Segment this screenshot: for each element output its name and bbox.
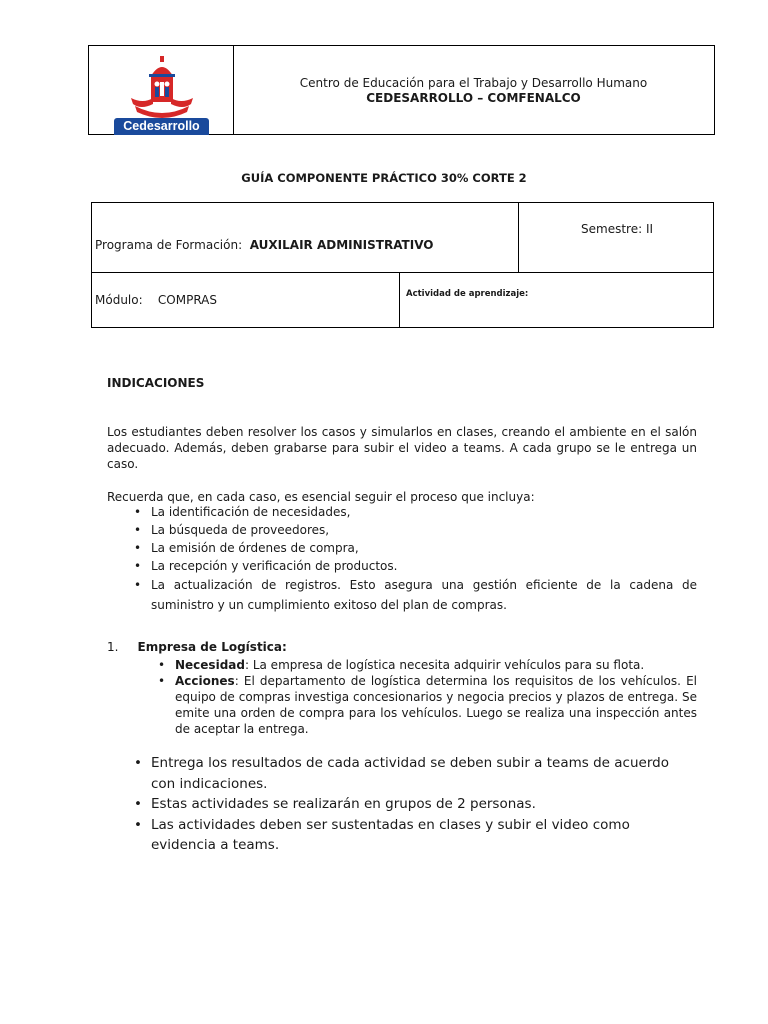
programa-label: Programa de Formación: bbox=[95, 238, 243, 252]
case-title: Empresa de Logística: bbox=[137, 640, 287, 654]
programa-cell bbox=[95, 238, 433, 252]
document-header bbox=[88, 45, 715, 135]
item-text: : La empresa de logística necesita adquirir vehículos para su flota. bbox=[244, 658, 645, 672]
list-item: • La actualización de registros. Esto asegura una gestión eficiente de la cadena de suministro y un cumplimiento exitoso del plan de compras. bbox=[130, 575, 697, 615]
modulo-value: COMPRAS bbox=[157, 293, 217, 307]
list-item: • La búsqueda de proveedores, bbox=[130, 521, 697, 539]
process-steps-list bbox=[130, 503, 697, 615]
logo-wordmark: Cedesarrollo bbox=[114, 118, 209, 135]
case-number: 1. bbox=[107, 640, 119, 654]
item-label: Acciones bbox=[175, 674, 235, 688]
list-item: • Estas actividades se realizarán en grupos de 2 personas. bbox=[130, 794, 697, 815]
case-details-list bbox=[154, 657, 697, 737]
list-item bbox=[154, 657, 697, 673]
logo-cell bbox=[89, 46, 234, 134]
table-divider bbox=[399, 272, 400, 327]
final-notes-list bbox=[130, 753, 697, 856]
table-divider bbox=[92, 272, 713, 273]
cedesarrollo-logo-icon bbox=[129, 54, 195, 118]
programa-value: AUXILAIR ADMINISTRATIVO bbox=[249, 238, 434, 252]
section-heading: INDICACIONES bbox=[107, 376, 205, 390]
list-item: • La emisión de órdenes de compra, bbox=[130, 539, 697, 557]
paragraph: Recuerda que, en cada caso, es esencial seguir el proceso que incluya: bbox=[107, 490, 535, 504]
institution-name bbox=[233, 76, 714, 106]
list-item: • Entrega los resultados de cada actividad se deben subir a teams de acuerdo con indicaciones. bbox=[130, 753, 697, 794]
semestre-cell: Semestre: II bbox=[581, 222, 654, 236]
table-divider bbox=[518, 203, 519, 272]
case-heading bbox=[107, 640, 287, 654]
list-item: • La recepción y verificación de productos. bbox=[130, 557, 697, 575]
list-item: • La identificación de necesidades, bbox=[130, 503, 697, 521]
list-item bbox=[154, 673, 697, 737]
list-item: • Las actividades deben ser sustentadas en clases y subir el video como evidencia a teams. bbox=[130, 815, 697, 856]
modulo-label: Módulo: bbox=[95, 293, 143, 307]
item-text: : El departamento de logística determina los requisitos de los vehículos. El equipo de compras investiga concesionarios y negocia precios y plazos de entrega. Se emite una orden de compra para los vehículos. Luego se realiza una inspección antes de aceptar la entrega. bbox=[175, 674, 697, 736]
actividad-label: Actividad de aprendizaje: bbox=[406, 289, 529, 299]
paragraph: Los estudiantes deben resolver los casos y simularlos en clases, creando el ambiente en el salón adecuado. Además, deben grabarse para subir el video a teams. A cada grupo se le entrega un caso. bbox=[107, 425, 697, 471]
item-label: Necesidad bbox=[175, 658, 245, 672]
guide-title: GUÍA COMPONENTE PRÁCTICO 30% CORTE 2 bbox=[241, 171, 527, 185]
institution-line-1: Centro de Educación para el Trabajo y Desarrollo Humano bbox=[299, 76, 648, 90]
modulo-cell bbox=[95, 293, 217, 307]
info-table bbox=[91, 202, 714, 328]
institution-line-2: CEDESARROLLO – COMFENALCO bbox=[366, 91, 581, 105]
